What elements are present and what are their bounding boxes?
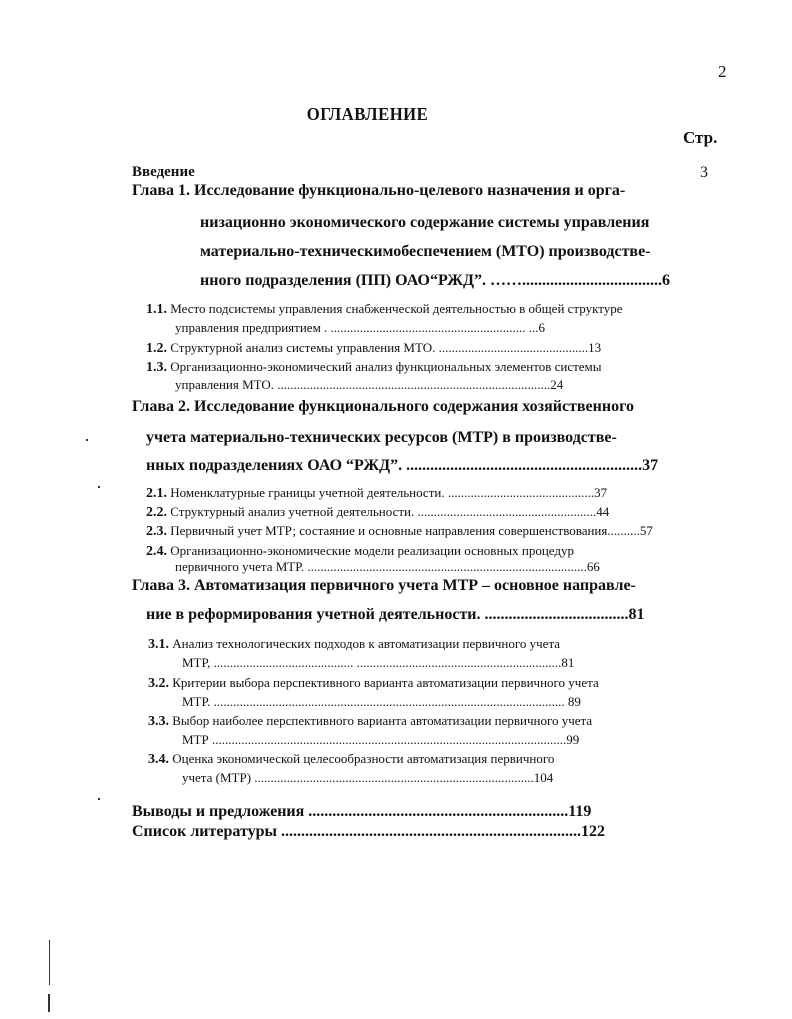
chapter3-line1: Глава 3. Автоматизация первичного учета МТР – основное направле-: [132, 577, 636, 594]
scan-speck: [98, 486, 100, 488]
section-2-1: [146, 484, 607, 503]
section-1-2: [146, 339, 601, 358]
section-2-2: [146, 503, 609, 522]
section-title: Структурный анализ учетной деятельности. .......................................................44: [170, 504, 610, 519]
chapter2-line1: Глава 2. Исследование функционального содержания хозяйственного: [132, 398, 634, 415]
section-3-3-cont: МТР .............................................................................................................99: [182, 732, 580, 747]
toc-intro-page: 3: [700, 164, 708, 181]
section-3-3: [148, 712, 592, 731]
scan-line: [48, 994, 50, 1012]
chapter2-line2: учета материально-технических ресурсов (МТР) в производстве-: [146, 429, 617, 446]
section-3-4: [148, 750, 554, 769]
section-3-2: [148, 674, 599, 693]
section-number: 3.3.: [148, 714, 169, 729]
section-1-3-cont: управления МТО. ....................................................................................24: [175, 377, 564, 392]
toc-intro-label: Введение: [132, 164, 195, 180]
page-column-label: Стр.: [683, 128, 718, 147]
toc-conclusions: Выводы и предложения .................................................................119: [132, 803, 592, 820]
section-title: Номенклатурные границы учетной деятельности. .............................................37: [170, 485, 608, 500]
section-number: 1.3.: [146, 360, 167, 375]
section-3-1-cont: МТР, ........................................... ...............................................................81: [182, 655, 575, 670]
toc-references: Список литературы ...........................................................................122: [132, 823, 605, 840]
section-number: 2.1.: [146, 486, 167, 501]
chapter1-line3: материально-техническимобеспечением (МТО) производстве-: [200, 243, 651, 260]
section-title: Организационно-экономические модели реализации основных процедур: [170, 543, 575, 558]
section-number: 2.4.: [146, 544, 167, 559]
section-number: 1.2.: [146, 341, 167, 356]
chapter1-line2: низационно экономического содержание системы управления: [200, 214, 650, 231]
section-title: Выбор наиболее перспективного варианта автоматизации первичного учета: [172, 713, 593, 728]
section-number: 2.3.: [146, 524, 167, 539]
section-title: Организационно-экономический анализ функциональных элементов системы: [170, 359, 602, 374]
section-title: Оценка экономической целесообразности автоматизация первичного: [172, 751, 555, 766]
section-1-1-cont: управления предприятием . ............................................................ ...6: [175, 320, 546, 335]
section-number: 1.1.: [146, 302, 167, 317]
chapter1-line4: нного подразделения (ПП) ОАО“РЖД”. ……...................................6: [200, 272, 670, 289]
toc-title: ОГЛАВЛЕНИЕ: [306, 104, 429, 124]
chapter1-line1: Глава 1. Исследование функционально-целевого назначения и орга-: [132, 182, 626, 199]
section-title: Критерии выбора перспективного варианта автоматизации первичного учета: [172, 675, 599, 690]
section-number: 2.2.: [146, 505, 167, 520]
section-1-3: [146, 358, 602, 377]
section-3-2-cont: МТР. ............................................................................................................ 89: [182, 694, 581, 709]
chapter2-line3: нных подразделениях ОАО “РЖД”. ...........................................................37: [146, 457, 659, 474]
section-number: 3.1.: [148, 637, 169, 652]
section-2-4-cont: первичного учета МТР. ......................................................................................66: [175, 559, 600, 574]
section-3-4-cont: учета (МТР) ......................................................................................104: [182, 770, 554, 785]
section-title: Первичный учет МТР; состаяние и основные направления совершенствования..........57: [170, 523, 653, 538]
scan-line: [49, 940, 50, 985]
page-number: 2: [718, 62, 727, 81]
section-1-1: [146, 300, 623, 319]
chapter3-line2: ние в реформирования учетной деятельности. ....................................81: [146, 606, 645, 623]
section-title: Место подсистемы управления снабженческой деятельностью в общей структуре: [170, 301, 623, 316]
section-number: 3.4.: [148, 752, 169, 767]
scan-speck: [98, 798, 100, 800]
section-number: 3.2.: [148, 676, 169, 691]
scan-speck: [86, 439, 88, 441]
section-title: Анализ технологических подходов к автоматизации первичного учета: [172, 636, 561, 651]
section-3-1: [148, 635, 560, 654]
section-2-3: [146, 522, 653, 541]
section-title: Структурной анализ системы управления МТО. ..............................................13: [170, 340, 602, 355]
